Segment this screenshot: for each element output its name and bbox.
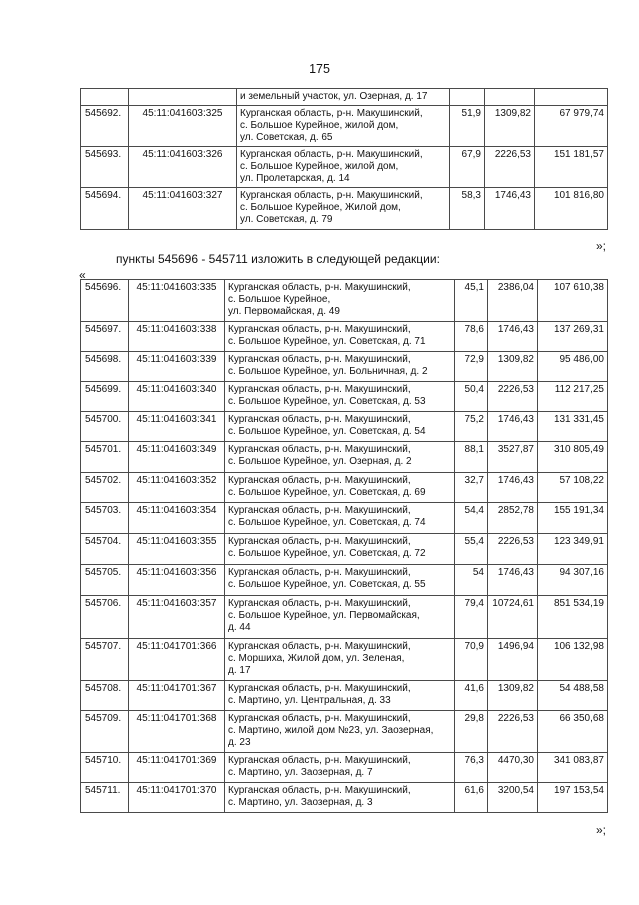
row-number: 545708. [81, 681, 129, 711]
row-number: 545706. [81, 596, 129, 639]
row-number: 545711. [81, 783, 129, 813]
total-value: 66 350,68 [538, 711, 608, 753]
rate-value: 1309,82 [485, 106, 535, 147]
cadastral-number: 45:11:041603:335 [129, 280, 225, 322]
cadastral-number: 45:11:041701:370 [129, 783, 225, 813]
cadastral-number: 45:11:041701:368 [129, 711, 225, 753]
area-value: 58,3 [450, 188, 485, 230]
total-value: 67 979,74 [535, 106, 608, 147]
closing-quote: »; [595, 239, 606, 253]
address: Курганская область, р-н. Макушинский, с. Большое Курейное, ул. Озерная, д. 2 [225, 442, 455, 473]
area-value: 76,3 [455, 753, 488, 783]
rate-value: 3527,87 [488, 442, 538, 473]
table-row [81, 565, 608, 596]
address: Курганская область, р-н. Макушинский, с. Мартино, ул. Заозерная, д. 3 [225, 783, 455, 813]
address: Курганская область, р-н. Макушинский, с. Большое Курейное, ул. Советская, д. 74 [225, 503, 455, 534]
total-value: 101 816,80 [535, 188, 608, 230]
cadastral-number: 45:11:041603:341 [129, 412, 225, 442]
area-value: 72,9 [455, 352, 488, 382]
closing-quote-final: »; [595, 823, 606, 837]
address: Курганская область, р-н. Макушинский, с. Большое Курейное, ул. Советская, д. 71 [225, 322, 455, 352]
total-value: 155 191,34 [538, 503, 608, 534]
row-number: 545694. [81, 188, 129, 230]
row-number: 545707. [81, 639, 129, 681]
rate-value: 2226,53 [488, 711, 538, 753]
row-number: 545700. [81, 412, 129, 442]
table-row [81, 106, 608, 147]
area-value [450, 89, 485, 106]
table-row [81, 322, 608, 352]
table-row [81, 473, 608, 503]
cadastral-number: 45:11:041603:355 [129, 534, 225, 565]
address: Курганская область, р-н. Макушинский, с. Мартино, ул. Центральная, д. 33 [225, 681, 455, 711]
table-row [81, 596, 608, 639]
page-number: 175 [309, 62, 330, 76]
row-number: 545699. [81, 382, 129, 412]
cadastral-number: 45:11:041603:325 [129, 106, 237, 147]
total-value: 131 331,45 [538, 412, 608, 442]
row-number: 545705. [81, 565, 129, 596]
rate-value: 1746,43 [488, 565, 538, 596]
area-value: 50,4 [455, 382, 488, 412]
area-value: 51,9 [450, 106, 485, 147]
area-value: 54 [455, 565, 488, 596]
address: Курганская область, р-н. Макушинский, с. Большое Курейное, ул. Первомайская, д. 44 [225, 596, 455, 639]
area-value: 45,1 [455, 280, 488, 322]
total-value: 137 269,31 [538, 322, 608, 352]
cadastral-number: 45:11:041603:339 [129, 352, 225, 382]
rate-value: 2852,78 [488, 503, 538, 534]
total-value: 112 217,25 [538, 382, 608, 412]
area-value: 55,4 [455, 534, 488, 565]
rate-value: 1746,43 [488, 412, 538, 442]
address: Курганская область, р-н. Макушинский, с. Большое Курейное, ул. Советская, д. 54 [225, 412, 455, 442]
total-value: 54 488,58 [538, 681, 608, 711]
cadastral-number: 45:11:041603:356 [129, 565, 225, 596]
table-row [81, 503, 608, 534]
amendment-text: пункты 545696 - 545711 изложить в следующей редакции: [116, 252, 440, 266]
row-number: 545692. [81, 106, 129, 147]
total-value: 851 534,19 [538, 596, 608, 639]
table-row [81, 711, 608, 753]
cadastral-number: 45:11:041701:366 [129, 639, 225, 681]
area-value: 61,6 [455, 783, 488, 813]
row-number: 545702. [81, 473, 129, 503]
row-number: 545701. [81, 442, 129, 473]
rate-value: 1746,43 [488, 473, 538, 503]
property-table-continued [80, 88, 608, 230]
rate-value: 2386,04 [488, 280, 538, 322]
opening-quote: « [79, 268, 86, 282]
rate-value: 10724,61 [488, 596, 538, 639]
row-number: 545697. [81, 322, 129, 352]
address: и земельный участок, ул. Озерная, д. 17 [237, 89, 450, 106]
row-number: 545693. [81, 147, 129, 188]
total-value: 123 349,91 [538, 534, 608, 565]
table-row [81, 147, 608, 188]
table-row [81, 753, 608, 783]
cadastral-number: 45:11:041701:369 [129, 753, 225, 783]
area-value: 67,9 [450, 147, 485, 188]
row-number: 545698. [81, 352, 129, 382]
rate-value: 4470,30 [488, 753, 538, 783]
total-value: 106 132,98 [538, 639, 608, 681]
cadastral-number: 45:11:041603:338 [129, 322, 225, 352]
total-value: 95 486,00 [538, 352, 608, 382]
cadastral-number: 45:11:041603:340 [129, 382, 225, 412]
address: Курганская область, р-н. Макушинский, с. Большое Курейное, ул. Первомайская, д. 49 [225, 280, 455, 322]
address: Курганская область, р-н. Макушинский, с. Большое Курейное, ул. Больничная, д. 2 [225, 352, 455, 382]
rate-value [485, 89, 535, 106]
total-value: 341 083,87 [538, 753, 608, 783]
cadastral-number: 45:11:041603:327 [129, 188, 237, 230]
total-value: 151 181,57 [535, 147, 608, 188]
row-number: 545704. [81, 534, 129, 565]
row-number: 545703. [81, 503, 129, 534]
address: Курганская область, р-н. Макушинский, с. Большое Курейное, жилой дом, ул. Пролетарская, д. 14 [237, 147, 450, 188]
total-value: 107 610,38 [538, 280, 608, 322]
table-row [81, 534, 608, 565]
area-value: 41,6 [455, 681, 488, 711]
table-row [81, 188, 608, 230]
table-row [81, 412, 608, 442]
total-value: 57 108,22 [538, 473, 608, 503]
row-number: 545710. [81, 753, 129, 783]
row-number: 545709. [81, 711, 129, 753]
table-row [81, 681, 608, 711]
cadastral-number: 45:11:041701:367 [129, 681, 225, 711]
cadastral-number [129, 89, 237, 106]
table-row [81, 89, 608, 106]
address: Курганская область, р-н. Макушинский, с. Моршиха, Жилой дом, ул. Зеленая, д. 17 [225, 639, 455, 681]
address: Курганская область, р-н. Макушинский, с. Большое Курейное, Жилой дом, ул. Советская, д. 79 [237, 188, 450, 230]
address: Курганская область, р-н. Макушинский, с. Большое Курейное, жилой дом, ул. Советская, д. 65 [237, 106, 450, 147]
rate-value: 1496,94 [488, 639, 538, 681]
rate-value: 1746,43 [485, 188, 535, 230]
area-value: 70,9 [455, 639, 488, 681]
rate-value: 1746,43 [488, 322, 538, 352]
total-value: 197 153,54 [538, 783, 608, 813]
table-row [81, 442, 608, 473]
table-row [81, 352, 608, 382]
rate-value: 2226,53 [488, 382, 538, 412]
table-row [81, 382, 608, 412]
total-value: 310 805,49 [538, 442, 608, 473]
address: Курганская область, р-н. Макушинский, с. Большое Курейное, ул. Советская, д. 53 [225, 382, 455, 412]
cadastral-number: 45:11:041603:349 [129, 442, 225, 473]
total-value [535, 89, 608, 106]
rate-value: 2226,53 [485, 147, 535, 188]
table-row [81, 280, 608, 322]
cadastral-number: 45:11:041603:326 [129, 147, 237, 188]
area-value: 78,6 [455, 322, 488, 352]
rate-value: 3200,54 [488, 783, 538, 813]
property-table-amended [80, 279, 608, 813]
cadastral-number: 45:11:041603:352 [129, 473, 225, 503]
total-value: 94 307,16 [538, 565, 608, 596]
rate-value: 1309,82 [488, 681, 538, 711]
rate-value: 1309,82 [488, 352, 538, 382]
table-row [81, 639, 608, 681]
address: Курганская область, р-н. Макушинский, с. Большое Курейное, ул. Советская, д. 72 [225, 534, 455, 565]
table-row [81, 783, 608, 813]
cadastral-number: 45:11:041603:354 [129, 503, 225, 534]
area-value: 29,8 [455, 711, 488, 753]
address: Курганская область, р-н. Макушинский, с. Большое Курейное, ул. Советская, д. 55 [225, 565, 455, 596]
address: Курганская область, р-н. Макушинский, с. Мартино, жилой дом №23, ул. Заозерная, д. 23 [225, 711, 455, 753]
area-value: 32,7 [455, 473, 488, 503]
row-number [81, 89, 129, 106]
cadastral-number: 45:11:041603:357 [129, 596, 225, 639]
area-value: 75,2 [455, 412, 488, 442]
address: Курганская область, р-н. Макушинский, с. Мартино, ул. Заозерная, д. 7 [225, 753, 455, 783]
row-number: 545696. [81, 280, 129, 322]
area-value: 79,4 [455, 596, 488, 639]
rate-value: 2226,53 [488, 534, 538, 565]
area-value: 88,1 [455, 442, 488, 473]
address: Курганская область, р-н. Макушинский, с. Большое Курейное, ул. Советская, д. 69 [225, 473, 455, 503]
area-value: 54,4 [455, 503, 488, 534]
